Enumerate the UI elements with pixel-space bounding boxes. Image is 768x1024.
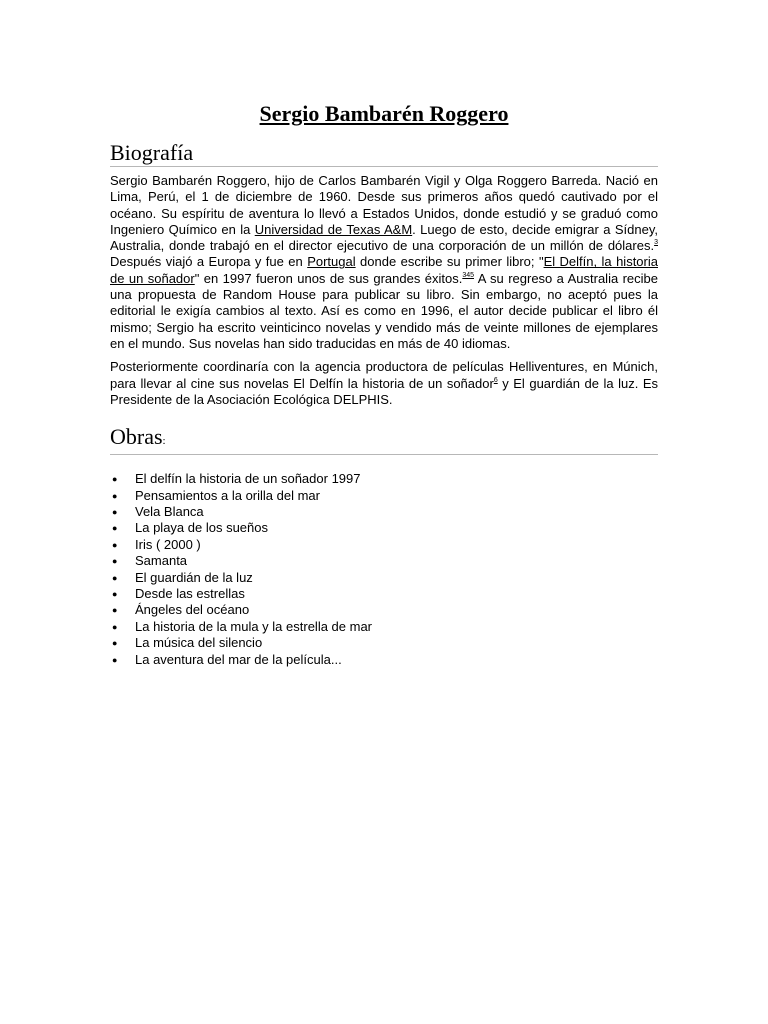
works-heading — [110, 424, 658, 455]
bullet-icon: ● — [112, 621, 118, 632]
list-item-label: Desde las estrellas — [135, 586, 245, 601]
text-segment: . Luego de esto, decide emigrar a Sídney, Australia, donde trabajó en el director ejecutivo de una corporación de un millón de dólares. — [110, 221, 658, 254]
list-item-label: Ángeles del océano — [135, 602, 250, 618]
bullet-icon: ● — [112, 589, 118, 599]
works-heading-colon: : — [162, 435, 166, 448]
bullet-icon: ● — [112, 556, 118, 567]
link-universidad-texas[interactable]: Universidad de Texas A&M — [254, 221, 413, 237]
list-item — [110, 570, 658, 586]
bullet-icon: ● — [112, 605, 118, 616]
list-item-label: Samanta — [135, 553, 188, 569]
biography-paragraph-1 — [110, 173, 658, 352]
list-item-label: El guardián de la luz — [135, 569, 253, 585]
link-portugal[interactable]: Portugal — [307, 254, 356, 270]
list-item — [110, 553, 658, 569]
biography-heading: Biografía — [110, 140, 658, 167]
list-item-label: La playa de los sueños — [135, 520, 268, 536]
works-list — [110, 471, 658, 668]
list-item — [110, 635, 658, 651]
bullet-icon: ● — [112, 572, 118, 583]
list-item-label: Iris ( 2000 ) — [135, 536, 201, 552]
list-item-label: La aventura del mar de la película... — [135, 651, 342, 667]
document-page — [110, 0, 658, 668]
text-segment: Después viajó a Europa y fue en — [110, 254, 308, 270]
list-item — [110, 652, 658, 668]
text-segment: " en 1997 fueron unos de sus grandes éxitos. — [194, 270, 463, 286]
list-item-label: La música del silencio — [135, 635, 263, 651]
text-segment: Sergio Bambarén Roggero, hijo de Carlos Bambarén Vigil y Olga Roggero Barreda. Nació en Lima, Perú, el 1 de diciembre de 1960. Desde sus primeros años quedó cautivado por el océano. Su espíritu de aventura lo llevó a Estados Unidos, donde estudió y se graduó como Ingeniero Químico en la — [110, 173, 658, 237]
list-item-label: La historia de la mula y la estrella de mar — [135, 618, 373, 634]
bullet-icon: ● — [112, 539, 118, 550]
bullet-icon: ● — [112, 654, 118, 665]
list-item-label: Vela Blanca — [135, 503, 204, 519]
text-segment: y El guardián de la luz. Es Presidente de la Asociación Ecológica DELPHIS. — [110, 375, 659, 407]
list-item — [110, 520, 658, 536]
page-title: Sergio Bambarén Roggero — [259, 101, 509, 126]
list-item — [110, 471, 658, 487]
text-segment: A su regreso a Australia recibe una propuesta de Random House para publicar su libro. Sin embargo, no aceptó pues la editorial le exigía cambios al texto. Así es como en 1996, el autor decide publicar el libro él mismo; Sergio ha escrito veinticinco novelas y vendido más de veinte millones de ejemplares en el mundo. Sus novelas han sido traducidas en más de 40 idiomas. — [110, 270, 659, 351]
bullet-icon: ● — [112, 506, 118, 517]
list-item — [110, 602, 658, 618]
list-item-label: El delfín la historia de un soñador 1997 — [135, 471, 361, 487]
text-segment: Posteriormente coordinaría con la agencia productora de películas Helliventures, en Múnich, para llevar al cine sus novelas El Delfín la historia de un soñador — [110, 359, 658, 391]
reference-3[interactable]: 3 — [654, 239, 658, 247]
works-heading-text: Obras — [110, 424, 163, 450]
list-item — [110, 504, 658, 520]
bullet-icon: ● — [112, 638, 118, 649]
list-item-label: Pensamientos a la orilla del mar — [135, 487, 320, 503]
list-item — [110, 488, 658, 504]
bullet-icon: ● — [112, 474, 118, 485]
reference-345[interactable]: 345 — [462, 271, 474, 279]
text-segment: donde escribe su primer libro; " — [355, 254, 544, 270]
list-item — [110, 537, 658, 553]
reference-6[interactable]: 6 — [493, 376, 498, 384]
link-el-delfin[interactable]: El Delfín, la historia de un soñador — [110, 254, 658, 286]
bullet-icon: ● — [112, 490, 118, 501]
list-item — [110, 619, 658, 635]
bullet-icon: ● — [112, 523, 118, 534]
biography-paragraph-2 — [110, 359, 658, 408]
list-item — [110, 586, 658, 602]
